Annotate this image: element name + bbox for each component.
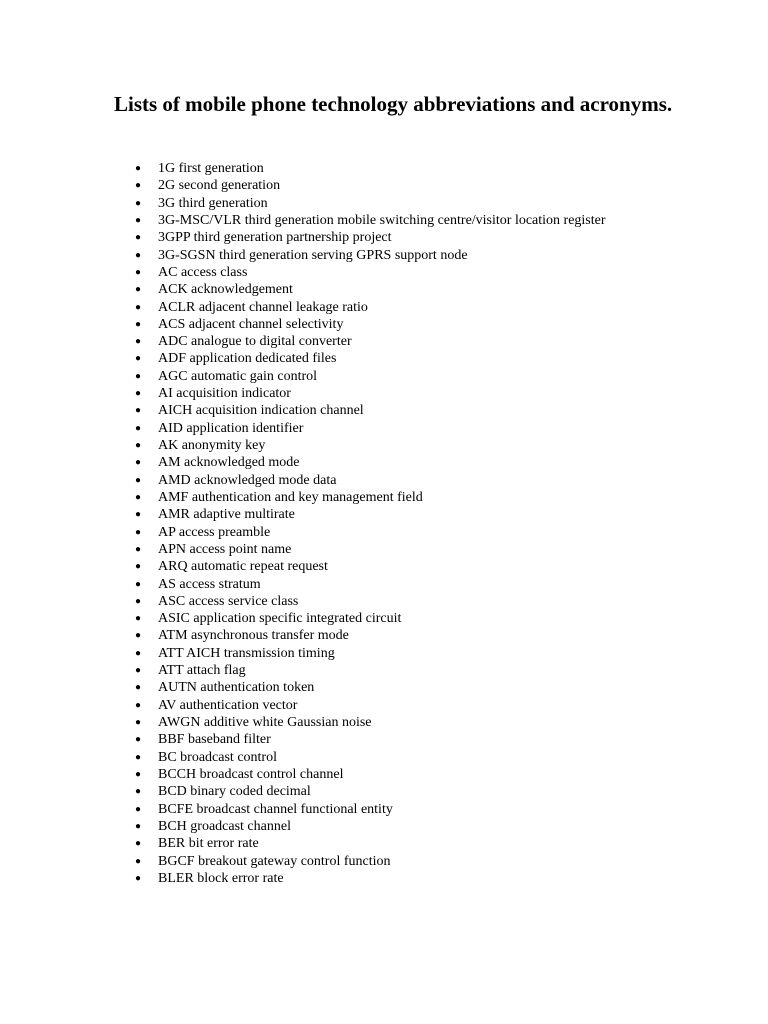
list-item-text: BCFE broadcast channel functional entity <box>158 801 393 817</box>
abbreviation-list <box>0 160 768 887</box>
list-item-text: ASIC application specific integrated circuit <box>158 611 402 627</box>
bullet-icon: ● <box>135 630 142 642</box>
list-item <box>0 177 768 194</box>
bullet-icon: ● <box>135 301 142 313</box>
list-item-text: BCD binary coded decimal <box>158 784 311 800</box>
bullet-icon: ● <box>135 647 142 659</box>
list-item <box>0 160 768 177</box>
list-item-text: APN access point name <box>158 541 292 557</box>
list-item <box>0 679 768 696</box>
list-item <box>0 524 768 541</box>
list-item <box>0 870 768 887</box>
bullet-icon: ● <box>135 284 142 296</box>
bullet-icon: ● <box>135 665 142 677</box>
bullet-icon: ● <box>135 717 142 728</box>
list-item-text: 3G-SGSN third generation serving GPRS support node <box>158 247 468 263</box>
bullet-icon: ● <box>135 578 142 590</box>
bullet-icon: ● <box>135 561 142 573</box>
list-item-text: AMD acknowledged mode data <box>158 472 337 488</box>
bullet-icon: ● <box>135 613 142 625</box>
list-item <box>0 264 768 281</box>
list-item-text: 3G third generation <box>158 195 268 211</box>
bullet-icon: ● <box>135 422 142 434</box>
bullet-icon: ● <box>135 751 142 763</box>
bullet-icon: ● <box>135 491 142 503</box>
list-item-text: ARQ automatic repeat request <box>158 559 328 575</box>
list-item <box>0 558 768 575</box>
list-item-text: 3G-MSC/VLR third generation mobile switching centre/visitor location register <box>158 212 606 228</box>
bullet-icon: ● <box>135 214 142 226</box>
list-item <box>0 714 768 731</box>
list-item <box>0 645 768 662</box>
bullet-icon: ● <box>135 786 142 798</box>
list-item-text: ACLR adjacent channel leakage ratio <box>158 299 368 315</box>
bullet-icon: ● <box>135 232 142 244</box>
bullet-icon: ● <box>135 457 142 469</box>
list-item-text: AV authentication vector <box>158 697 298 713</box>
list-item-text: ATT attach flag <box>158 663 246 679</box>
list-item-text: BC broadcast control <box>158 749 277 765</box>
bullet-icon: ● <box>135 595 142 607</box>
bullet-icon: ● <box>135 388 142 400</box>
bullet-icon: ● <box>135 266 142 278</box>
list-item <box>0 853 768 870</box>
list-item-text: ACS adjacent channel selectivity <box>158 316 344 332</box>
list-item <box>0 749 768 766</box>
list-item-text: AID application identifier <box>158 420 304 436</box>
list-item-text: BBF baseband filter <box>158 732 271 748</box>
list-item <box>0 541 768 558</box>
list-item-text: AS access stratum <box>158 576 261 592</box>
list-item <box>0 212 768 229</box>
list-item-text: ATT AICH transmission timing <box>158 645 335 661</box>
list-item-text: 2G second generation <box>158 178 281 194</box>
list-item <box>0 402 768 419</box>
list-item-text: AP access preamble <box>158 524 271 540</box>
list-item <box>0 593 768 610</box>
list-item <box>0 506 768 523</box>
bullet-icon: ● <box>135 249 142 261</box>
bullet-icon: ● <box>135 820 142 832</box>
bullet-icon: ● <box>135 855 142 867</box>
list-item <box>0 333 768 350</box>
list-item <box>0 697 768 714</box>
bullet-icon: ● <box>135 405 142 417</box>
list-item <box>0 281 768 298</box>
bullet-icon: ● <box>135 543 142 555</box>
list-item-text: ASC access service class <box>158 593 299 609</box>
list-item-text: AUTN authentication token <box>158 680 315 696</box>
list-item <box>0 368 768 385</box>
list-item <box>0 801 768 818</box>
list-item-text: BLER block error rate <box>158 870 284 886</box>
list-item-text: ACK acknowledgement <box>158 282 293 298</box>
list-item <box>0 195 768 212</box>
list-item-text: AI acquisition indicator <box>158 386 291 402</box>
list-item <box>0 316 768 333</box>
list-item <box>0 385 768 402</box>
list-item <box>0 350 768 367</box>
list-item <box>0 627 768 644</box>
list-item-text: ATM asynchronous transfer mode <box>158 628 349 644</box>
list-item-text: AMR adaptive multirate <box>158 507 295 523</box>
list-item <box>0 299 768 316</box>
bullet-icon: ● <box>135 838 142 850</box>
list-item-text: AC access class <box>158 264 248 280</box>
list-item-text: ADF application dedicated files <box>158 351 337 367</box>
list-item <box>0 783 768 800</box>
document-title: Lists of mobile phone technology abbreviations and acronyms. <box>114 92 673 116</box>
bullet-icon: ● <box>135 318 142 330</box>
bullet-icon: ● <box>135 474 142 486</box>
list-item-text: AGC automatic gain control <box>158 368 318 384</box>
bullet-icon: ● <box>135 163 142 174</box>
list-item <box>0 454 768 471</box>
list-item-text: 1G first generation <box>158 161 264 176</box>
list-item <box>0 576 768 593</box>
list-item-text: AK anonymity key <box>158 438 266 453</box>
bullet-icon: ● <box>135 682 142 694</box>
list-item-text: AWGN additive white Gaussian noise <box>158 715 372 730</box>
list-item <box>0 835 768 852</box>
list-item <box>0 766 768 783</box>
list-item-text: BCH groadcast channel <box>158 818 291 834</box>
list-item <box>0 437 768 454</box>
bullet-icon: ● <box>135 768 142 780</box>
bullet-icon: ● <box>135 440 142 451</box>
list-item <box>0 662 768 679</box>
bullet-icon: ● <box>135 803 142 815</box>
list-item <box>0 489 768 506</box>
list-item <box>0 472 768 489</box>
list-item-text: AICH acquisition indication channel <box>158 403 364 419</box>
bullet-icon: ● <box>135 526 142 538</box>
bullet-icon: ● <box>135 336 142 348</box>
bullet-icon: ● <box>135 197 142 209</box>
list-item <box>0 247 768 264</box>
bullet-icon: ● <box>135 370 142 382</box>
list-item <box>0 610 768 627</box>
bullet-icon: ● <box>135 353 142 365</box>
list-item <box>0 229 768 246</box>
list-item-text: AMF authentication and key management field <box>158 489 423 505</box>
list-item-text: 3GPP third generation partnership project <box>158 230 392 246</box>
list-item <box>0 731 768 748</box>
list-item-text: ADC analogue to digital converter <box>158 334 352 350</box>
list-item-text: BCCH broadcast control channel <box>158 766 344 782</box>
bullet-icon: ● <box>135 180 142 192</box>
list-item-text: BER bit error rate <box>158 836 259 852</box>
bullet-icon: ● <box>135 734 142 746</box>
list-item-text: AM acknowledged mode <box>158 455 300 471</box>
bullet-icon: ● <box>135 699 142 711</box>
list-item <box>0 420 768 437</box>
bullet-icon: ● <box>135 872 142 884</box>
list-item-text: BGCF breakout gateway control function <box>158 853 391 869</box>
list-item <box>0 818 768 835</box>
bullet-icon: ● <box>135 509 142 521</box>
